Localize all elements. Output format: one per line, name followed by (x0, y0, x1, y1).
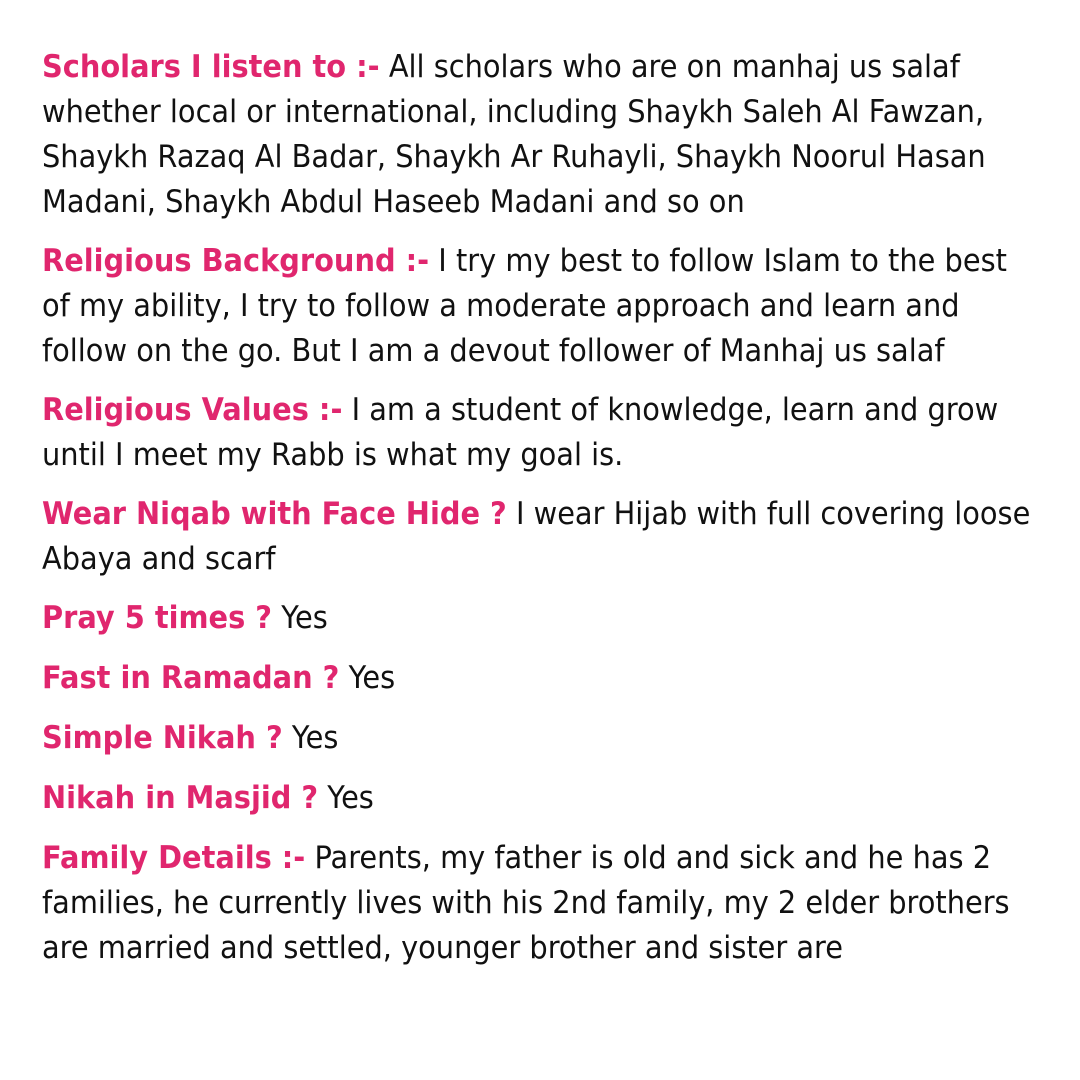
entry-value: Yes (348, 660, 396, 696)
entry-value: I try my best to follow Islam to the best of my ability, I try to follow a moderate approach and learn and follow on the go. But I am a devout follower of Manhaj us salaf (42, 243, 1007, 369)
profile-details (42, 45, 1042, 985)
entry-value: Yes (281, 600, 328, 636)
entry-label: Wear Niqab with Face Hide ? (42, 496, 507, 532)
entry-value: Parents, my father is old and sick and he has 2 families, he currently lives with his 2nd family, my 2 elder brothers are married and settled, younger brother and sister are (42, 840, 1010, 966)
entry-label: Pray 5 times ? (42, 600, 273, 636)
entry-label: Simple Nikah ? (42, 720, 283, 756)
entry-value: Yes (291, 720, 339, 756)
entry-value: I am a student of knowledge, learn and grow until I meet my Rabb is what my goal is. (42, 392, 999, 473)
entry-religious-values (42, 388, 1042, 478)
entry-family-details (42, 836, 1042, 971)
entry-value: All scholars who are on manhaj us salaf whether local or international, including Shaykh Saleh Al Fawzan, Shaykh Razaq Al Badar, Shaykh Ar Ruhayli, Shaykh Noorul Hasan Madani, Shaykh Abdul Haseeb Madani and so on (42, 49, 986, 220)
entry-fast (42, 656, 1042, 701)
entry-label: Religious Values :- (42, 392, 343, 428)
entry-label: Nikah in Masjid ? (42, 780, 319, 816)
entry-value: Yes (327, 780, 374, 816)
entry-niqab (42, 492, 1042, 582)
entry-pray (42, 596, 1042, 641)
entry-label: Scholars I listen to :- (42, 49, 380, 85)
entry-religious-background (42, 239, 1042, 374)
entry-label: Family Details :- (42, 840, 306, 876)
entry-nikah-masjid (42, 776, 1042, 821)
entry-value: I wear Hijab with full covering loose Abaya and scarf (42, 496, 1031, 577)
entry-label: Fast in Ramadan ? (42, 660, 340, 696)
entry-scholars (42, 45, 1042, 225)
entry-label: Religious Background :- (42, 243, 430, 279)
entry-simple-nikah (42, 716, 1042, 761)
